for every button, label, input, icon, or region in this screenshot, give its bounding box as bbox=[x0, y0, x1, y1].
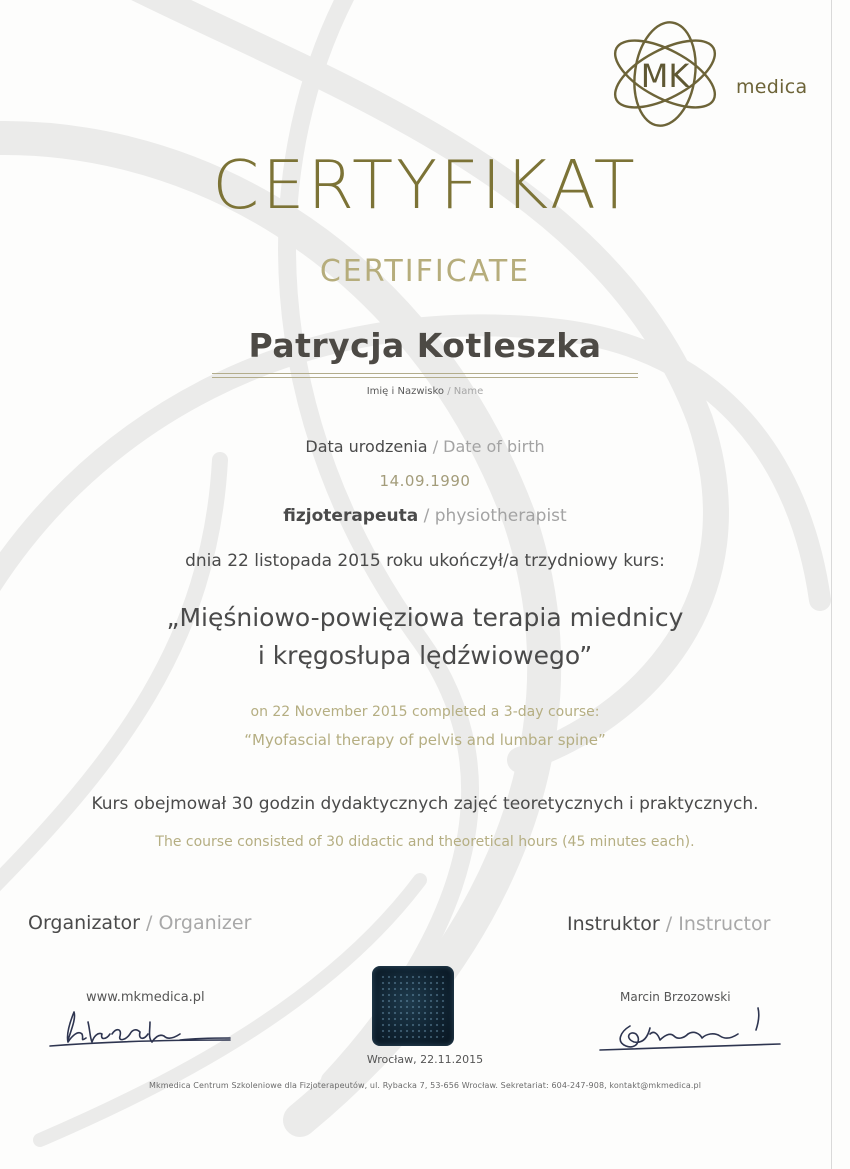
course-hours-pl: Kurs obejmował 30 godzin dydaktycznych zajęć teoretycznych i praktycznych. bbox=[91, 794, 759, 814]
name-underline-secondary bbox=[212, 377, 638, 378]
organizer-label-en: Organizer bbox=[158, 912, 252, 934]
name-underline bbox=[212, 373, 638, 374]
name-label-pl: Imię i Nazwisko bbox=[366, 386, 445, 397]
course-title-en: “Myofascial therapy of pelvis and lumbar spine” bbox=[244, 731, 606, 749]
organizer-label-sep: / bbox=[139, 912, 159, 934]
course-title-pl-line1: „Mięśniowo-powięziowa terapia miednicy bbox=[166, 603, 684, 632]
profession-sep: / bbox=[418, 506, 435, 526]
birth-date-label bbox=[0, 437, 850, 456]
organizer-label bbox=[28, 912, 251, 934]
name-label bbox=[0, 386, 850, 397]
name-label-en: Name bbox=[453, 386, 484, 397]
instructor-signature bbox=[590, 998, 790, 1060]
birth-label-pl: Data urodzenia bbox=[305, 437, 428, 456]
logo-word: medica bbox=[736, 76, 808, 98]
hologram-sticker bbox=[372, 966, 454, 1046]
profession bbox=[0, 506, 850, 526]
course-intro-pl: dnia 22 listopada 2015 roku ukończył/a trzydniowy kurs: bbox=[185, 551, 665, 571]
birth-date-value: 14.09.1990 bbox=[379, 472, 471, 490]
profession-en: physiotherapist bbox=[434, 506, 567, 526]
course-title-pl-line2: i kręgosłupa lędźwiowego” bbox=[257, 641, 593, 670]
organizer-website: www.mkmedica.pl bbox=[86, 990, 205, 1005]
logo-letters: MK bbox=[640, 57, 690, 95]
profession-pl: fizjoterapeuta bbox=[283, 506, 419, 526]
course-intro-en: on 22 November 2015 completed a 3-day course: bbox=[250, 704, 600, 720]
organizer-signature bbox=[30, 1000, 260, 1060]
footer-address: Mkmedica Centrum Szkoleniowe dla Fizjoterapeutów, ul. Rybacka 7, 53-656 Wrocław. Sekretariat: 604-247-908, kontakt@mkmedica.pl bbox=[148, 1081, 702, 1090]
instructor-label-pl: Instruktor bbox=[567, 913, 660, 935]
course-title-pl bbox=[0, 599, 850, 675]
birth-label-sep: / bbox=[427, 437, 444, 456]
certificate-title-en: CERTIFICATE bbox=[319, 254, 531, 289]
instructor-name: Marcin Brzozowski bbox=[620, 990, 731, 1004]
course-hours-en: The course consisted of 30 didactic and theoretical hours (45 minutes each). bbox=[155, 834, 695, 850]
name-label-sep: / bbox=[444, 386, 454, 397]
instructor-label-en: Instructor bbox=[678, 913, 771, 935]
organizer-label-pl: Organizator bbox=[28, 912, 140, 934]
birth-label-en: Date of birth bbox=[443, 437, 545, 456]
instructor-label-sep: / bbox=[659, 913, 679, 935]
certificate-title-pl: CERTYFIKAT bbox=[212, 146, 638, 224]
recipient-name: Patrycja Kotleszka bbox=[248, 326, 602, 365]
instructor-label bbox=[567, 913, 770, 935]
issue-place-date: Wrocław, 22.11.2015 bbox=[366, 1053, 484, 1066]
